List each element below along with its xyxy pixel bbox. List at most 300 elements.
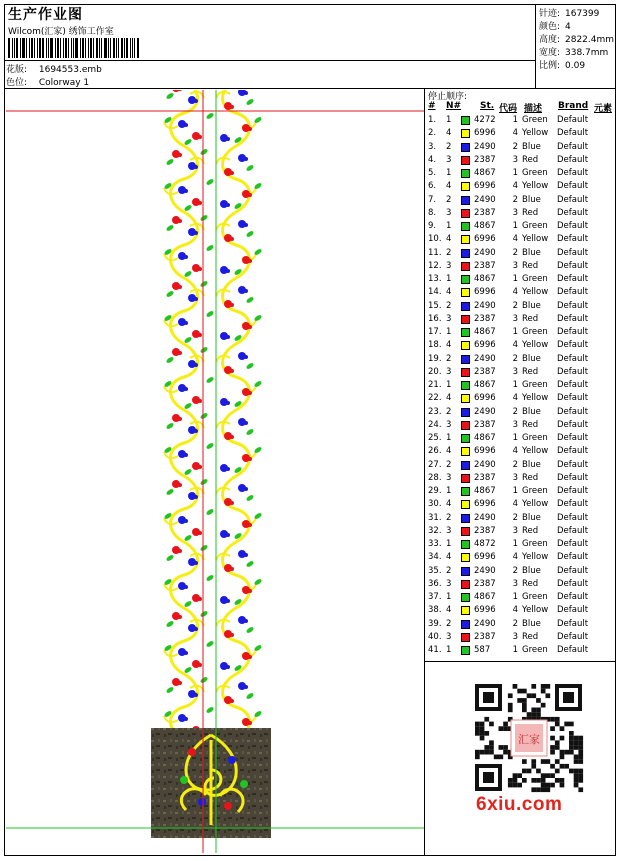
row-needle: 2 bbox=[446, 247, 452, 258]
flower-petal bbox=[226, 665, 230, 669]
row-stitches: 6996 bbox=[474, 234, 496, 245]
row-desc: Red bbox=[522, 631, 539, 642]
flower-petal bbox=[244, 355, 248, 359]
row-num: 4. bbox=[428, 154, 437, 165]
row-brand: Default bbox=[557, 327, 589, 337]
row-stitches: 6996 bbox=[474, 287, 496, 298]
flower-petal bbox=[230, 633, 234, 637]
colorway-label: 色位: bbox=[6, 78, 28, 88]
color-swatch bbox=[461, 275, 470, 284]
flower-petal bbox=[230, 501, 234, 505]
base-flower bbox=[198, 798, 206, 806]
row-code: 3 bbox=[512, 525, 518, 536]
row-desc: Yellow bbox=[522, 393, 549, 404]
row-num: 10. bbox=[428, 234, 442, 245]
row-brand: Default bbox=[557, 486, 589, 496]
flower-petal bbox=[248, 193, 252, 197]
flower-petal bbox=[178, 285, 182, 289]
row-needle: 1 bbox=[446, 539, 452, 549]
flower-petal bbox=[178, 549, 182, 553]
row-desc: Yellow bbox=[522, 128, 549, 139]
row-code: 4 bbox=[512, 234, 518, 245]
flower-petal bbox=[244, 619, 248, 623]
row-needle: 1 bbox=[446, 433, 452, 443]
header-divider-bottom bbox=[4, 88, 616, 89]
row-code: 1 bbox=[512, 115, 518, 125]
row-desc: Red bbox=[522, 154, 539, 165]
table-row bbox=[426, 300, 616, 313]
row-num: 30. bbox=[428, 499, 442, 510]
color-swatch bbox=[461, 381, 470, 390]
row-stitches: 2387 bbox=[474, 472, 496, 483]
row-desc: Green bbox=[522, 539, 548, 549]
flower-petal bbox=[194, 429, 198, 433]
color-swatch bbox=[461, 514, 470, 523]
row-needle: 4 bbox=[446, 234, 452, 245]
row-brand: Default bbox=[557, 181, 589, 192]
leaf bbox=[165, 554, 174, 562]
flower-petal bbox=[194, 495, 198, 499]
row-num: 1. bbox=[428, 115, 437, 125]
row-needle: 4 bbox=[446, 446, 452, 457]
stat-stitches bbox=[539, 6, 599, 19]
row-desc: Green bbox=[522, 221, 548, 231]
row-stitches: 4867 bbox=[474, 486, 496, 496]
color-swatch bbox=[461, 540, 470, 549]
flower-petal bbox=[198, 597, 202, 601]
flower-petal bbox=[184, 585, 188, 589]
table-row bbox=[426, 379, 616, 392]
row-code: 1 bbox=[512, 327, 518, 337]
row-brand: Default bbox=[557, 552, 589, 563]
flower-petal bbox=[244, 157, 248, 161]
flower-petal bbox=[198, 465, 202, 469]
row-code: 3 bbox=[512, 366, 518, 377]
row-num: 12. bbox=[428, 260, 442, 271]
row-num: 11. bbox=[428, 247, 442, 258]
header-divider-mid bbox=[4, 60, 535, 61]
table-row bbox=[426, 644, 616, 657]
row-brand: Default bbox=[557, 459, 589, 470]
row-needle: 4 bbox=[446, 128, 452, 139]
flower-petal bbox=[198, 201, 202, 205]
flower-petal bbox=[244, 487, 248, 491]
leaf bbox=[245, 560, 254, 568]
leaf bbox=[205, 508, 214, 516]
stat-value: 0.09 bbox=[565, 61, 586, 71]
flower-petal bbox=[178, 417, 182, 421]
row-brand: Default bbox=[557, 592, 589, 602]
flower-petal bbox=[178, 681, 182, 685]
table-row bbox=[426, 538, 616, 551]
row-needle: 3 bbox=[446, 419, 452, 430]
row-needle: 3 bbox=[446, 154, 452, 165]
row-desc: Red bbox=[522, 578, 539, 589]
row-code: 3 bbox=[512, 419, 518, 430]
row-code: 2 bbox=[512, 565, 518, 576]
qr-panel bbox=[426, 662, 616, 856]
col-needle: N# bbox=[446, 101, 462, 111]
row-stitches: 4272 bbox=[474, 115, 496, 125]
row-desc: Green bbox=[522, 327, 548, 337]
row-code: 1 bbox=[512, 645, 518, 655]
row-code: 2 bbox=[512, 459, 518, 470]
row-stitches: 4867 bbox=[474, 592, 496, 602]
leaf bbox=[245, 98, 254, 106]
table-row bbox=[426, 551, 616, 564]
flower-petal bbox=[178, 615, 182, 619]
flower-petal bbox=[230, 567, 234, 571]
row-stitches: 2490 bbox=[474, 459, 496, 470]
color-swatch bbox=[461, 288, 470, 297]
row-stitches: 2387 bbox=[474, 525, 496, 536]
color-swatch bbox=[461, 341, 470, 350]
color-swatch bbox=[461, 129, 470, 138]
table-row bbox=[426, 366, 616, 379]
row-code: 3 bbox=[512, 578, 518, 589]
leaf bbox=[205, 376, 214, 384]
page-title: 生产作业图 bbox=[8, 7, 83, 23]
row-stitches: 4867 bbox=[474, 327, 496, 337]
row-code: 1 bbox=[512, 168, 518, 178]
row-brand: Default bbox=[557, 631, 589, 642]
flower-petal bbox=[244, 685, 248, 689]
color-swatch bbox=[461, 143, 470, 152]
stat-height bbox=[539, 32, 614, 45]
row-stitches: 6996 bbox=[474, 340, 496, 351]
row-code: 1 bbox=[512, 433, 518, 443]
row-num: 16. bbox=[428, 313, 442, 324]
color-swatch bbox=[461, 646, 470, 655]
flower-petal bbox=[248, 457, 252, 461]
table-row bbox=[426, 485, 616, 498]
row-desc: Yellow bbox=[522, 234, 549, 245]
table-row bbox=[426, 353, 616, 366]
stat-value: 2822.4mm bbox=[565, 35, 615, 45]
flower-petal bbox=[194, 231, 198, 235]
row-brand: Default bbox=[557, 525, 589, 536]
pattern-value: 1694553.emb bbox=[38, 65, 102, 75]
table-row bbox=[426, 207, 616, 220]
table-row bbox=[426, 247, 616, 260]
row-needle: 4 bbox=[446, 340, 452, 351]
flower-petal bbox=[194, 693, 198, 697]
leaf bbox=[245, 296, 254, 304]
color-swatch bbox=[461, 355, 470, 364]
table-row bbox=[426, 406, 616, 419]
col-stitches: St. bbox=[480, 101, 495, 111]
row-brand: Default bbox=[557, 115, 589, 125]
row-brand: Default bbox=[557, 154, 589, 165]
color-swatch bbox=[461, 249, 470, 258]
row-num: 22. bbox=[428, 393, 442, 404]
row-needle: 3 bbox=[446, 631, 452, 642]
row-num: 23. bbox=[428, 406, 442, 417]
table-row bbox=[426, 326, 616, 339]
row-stitches: 2387 bbox=[474, 578, 496, 589]
leaf bbox=[245, 428, 254, 436]
flower-petal bbox=[248, 721, 252, 725]
row-stitches: 6996 bbox=[474, 393, 496, 404]
leaf bbox=[245, 230, 254, 238]
flower-petal bbox=[226, 401, 230, 405]
row-code: 2 bbox=[512, 618, 518, 629]
color-swatch bbox=[461, 302, 470, 311]
table-row bbox=[426, 512, 616, 525]
leaf bbox=[199, 544, 208, 552]
row-needle: 2 bbox=[446, 194, 452, 205]
row-stitches: 6996 bbox=[474, 552, 496, 563]
flower-petal bbox=[248, 589, 252, 593]
flower-petal bbox=[194, 99, 198, 103]
design-preview[interactable] bbox=[6, 90, 424, 853]
row-stitches: 2490 bbox=[474, 512, 496, 523]
color-swatch bbox=[461, 593, 470, 602]
row-desc: Yellow bbox=[522, 446, 549, 457]
leaf bbox=[199, 676, 208, 684]
row-code: 4 bbox=[512, 393, 518, 404]
row-num: 8. bbox=[428, 207, 437, 218]
col-num: # bbox=[428, 101, 436, 111]
table-row bbox=[426, 472, 616, 485]
table-row bbox=[426, 339, 616, 352]
row-num: 7. bbox=[428, 194, 437, 205]
row-brand: Default bbox=[557, 618, 589, 629]
row-brand: Default bbox=[557, 499, 589, 510]
table-row bbox=[426, 419, 616, 432]
row-num: 38. bbox=[428, 605, 442, 616]
color-swatch bbox=[461, 156, 470, 165]
row-needle: 1 bbox=[446, 221, 452, 231]
table-row bbox=[426, 180, 616, 193]
row-brand: Default bbox=[557, 512, 589, 523]
table-row bbox=[426, 498, 616, 511]
row-code: 4 bbox=[512, 340, 518, 351]
flower-petal bbox=[198, 531, 202, 535]
row-num: 5. bbox=[428, 168, 437, 178]
row-code: 2 bbox=[512, 141, 518, 152]
row-needle: 1 bbox=[446, 592, 452, 602]
row-desc: Blue bbox=[522, 141, 541, 152]
row-num: 25. bbox=[428, 433, 442, 443]
row-needle: 2 bbox=[446, 406, 452, 417]
row-brand: Default bbox=[557, 380, 589, 390]
row-brand: Default bbox=[557, 287, 589, 298]
row-num: 31. bbox=[428, 512, 442, 523]
stat-label: 比例: bbox=[539, 61, 561, 71]
leaf bbox=[199, 280, 208, 288]
row-num: 34. bbox=[428, 552, 442, 563]
row-code: 4 bbox=[512, 181, 518, 192]
row-code: 1 bbox=[512, 592, 518, 602]
barcode bbox=[8, 38, 140, 58]
table-row bbox=[426, 565, 616, 578]
flower-petal bbox=[194, 363, 198, 367]
leaf bbox=[205, 640, 214, 648]
row-needle: 1 bbox=[446, 168, 452, 178]
flower-petal bbox=[230, 237, 234, 241]
stat-width bbox=[539, 45, 608, 58]
flower-petal bbox=[248, 325, 252, 329]
leaf bbox=[165, 224, 174, 232]
row-needle: 2 bbox=[446, 565, 452, 576]
row-needle: 4 bbox=[446, 605, 452, 616]
row-desc: Red bbox=[522, 313, 539, 324]
flower-petal bbox=[230, 105, 234, 109]
row-brand: Default bbox=[557, 406, 589, 417]
flower-petal bbox=[184, 717, 188, 721]
row-desc: Yellow bbox=[522, 340, 549, 351]
stat-label: 高度: bbox=[539, 35, 561, 45]
row-desc: Green bbox=[522, 274, 548, 284]
stat-scale bbox=[539, 58, 585, 71]
col-element: 元素 bbox=[594, 104, 613, 114]
row-brand: Default bbox=[557, 247, 589, 258]
table-row bbox=[426, 432, 616, 445]
flower-petal bbox=[230, 699, 234, 703]
base-flower bbox=[180, 776, 188, 784]
color-swatch bbox=[461, 408, 470, 417]
row-num: 27. bbox=[428, 459, 442, 470]
row-code: 1 bbox=[512, 274, 518, 284]
leaf bbox=[165, 290, 174, 298]
col-desc: 描述 bbox=[524, 104, 543, 114]
row-num: 29. bbox=[428, 486, 442, 496]
row-needle: 3 bbox=[446, 366, 452, 377]
color-swatch bbox=[461, 620, 470, 629]
company-name: Wilcom(汇家) 绣饰工作室 bbox=[8, 27, 114, 37]
row-num: 21. bbox=[428, 380, 442, 390]
col-brand: Brand bbox=[558, 101, 589, 111]
header-divider-vertical bbox=[535, 4, 536, 88]
row-brand: Default bbox=[557, 194, 589, 205]
row-num: 2. bbox=[428, 128, 437, 139]
row-code: 3 bbox=[512, 313, 518, 324]
row-stitches: 2387 bbox=[474, 154, 496, 165]
row-stitches: 2490 bbox=[474, 141, 496, 152]
row-code: 2 bbox=[512, 247, 518, 258]
row-stitches: 2387 bbox=[474, 366, 496, 377]
leaf bbox=[205, 310, 214, 318]
row-stitches: 6996 bbox=[474, 128, 496, 139]
row-num: 32. bbox=[428, 525, 442, 536]
table-row bbox=[426, 220, 616, 233]
row-desc: Yellow bbox=[522, 181, 549, 192]
table-row bbox=[426, 233, 616, 246]
row-needle: 3 bbox=[446, 207, 452, 218]
row-code: 3 bbox=[512, 207, 518, 218]
color-swatch bbox=[461, 182, 470, 191]
pattern-label: 花版: bbox=[6, 65, 28, 75]
flower-petal bbox=[184, 453, 188, 457]
row-code: 4 bbox=[512, 128, 518, 139]
row-num: 26. bbox=[428, 446, 442, 457]
flower-petal bbox=[198, 333, 202, 337]
color-swatch bbox=[461, 315, 470, 324]
row-needle: 4 bbox=[446, 552, 452, 563]
color-swatch bbox=[461, 434, 470, 443]
row-num: 19. bbox=[428, 353, 442, 364]
row-desc: Blue bbox=[522, 565, 541, 576]
table-row bbox=[426, 459, 616, 472]
row-brand: Default bbox=[557, 313, 589, 324]
flower-petal bbox=[244, 223, 248, 227]
row-needle: 3 bbox=[446, 260, 452, 271]
row-code: 4 bbox=[512, 499, 518, 510]
leaf bbox=[199, 412, 208, 420]
table-row bbox=[426, 445, 616, 458]
row-stitches: 4867 bbox=[474, 168, 496, 178]
stop-sequence-title: 停止顺序: bbox=[428, 92, 468, 102]
color-swatch bbox=[461, 487, 470, 496]
flower-petal bbox=[178, 483, 182, 487]
row-desc: Red bbox=[522, 366, 539, 377]
leaf bbox=[199, 214, 208, 222]
row-desc: Green bbox=[522, 486, 548, 496]
flower-petal bbox=[194, 165, 198, 169]
leaf bbox=[205, 442, 214, 450]
flower-petal bbox=[178, 153, 182, 157]
table-header bbox=[426, 101, 616, 113]
row-num: 18. bbox=[428, 340, 442, 351]
row-desc: Red bbox=[522, 260, 539, 271]
leaf bbox=[165, 422, 174, 430]
flower-petal bbox=[178, 351, 182, 355]
leaf bbox=[245, 626, 254, 634]
seal-text: 汇家 bbox=[518, 733, 540, 746]
row-stitches: 2490 bbox=[474, 300, 496, 311]
row-stitches: 2387 bbox=[474, 419, 496, 430]
color-swatch bbox=[461, 447, 470, 456]
row-brand: Default bbox=[557, 168, 589, 178]
row-desc: Blue bbox=[522, 353, 541, 364]
flower-petal bbox=[184, 189, 188, 193]
leaf bbox=[205, 178, 214, 186]
table-row bbox=[426, 591, 616, 604]
color-swatch bbox=[461, 394, 470, 403]
row-brand: Default bbox=[557, 221, 589, 231]
flower-petal bbox=[248, 655, 252, 659]
row-stitches: 2490 bbox=[474, 565, 496, 576]
row-num: 40. bbox=[428, 631, 442, 642]
color-swatch bbox=[461, 262, 470, 271]
row-code: 2 bbox=[512, 512, 518, 523]
row-needle: 3 bbox=[446, 472, 452, 483]
color-swatch bbox=[461, 368, 470, 377]
color-swatch bbox=[461, 421, 470, 430]
color-swatch bbox=[461, 580, 470, 589]
leaf bbox=[165, 620, 174, 628]
flower-petal bbox=[184, 387, 188, 391]
flower-petal bbox=[244, 553, 248, 557]
row-needle: 1 bbox=[446, 380, 452, 390]
stat-value: 338.7mm bbox=[565, 48, 609, 58]
row-brand: Default bbox=[557, 260, 589, 271]
row-brand: Default bbox=[557, 128, 589, 139]
row-code: 1 bbox=[512, 221, 518, 231]
table-row bbox=[426, 260, 616, 273]
row-stitches: 4872 bbox=[474, 539, 496, 549]
row-code: 3 bbox=[512, 631, 518, 642]
row-stitches: 2387 bbox=[474, 631, 496, 642]
stat-label: 颜色: bbox=[539, 22, 561, 32]
flower-petal bbox=[184, 123, 188, 127]
flower-petal bbox=[226, 533, 230, 537]
row-code: 1 bbox=[512, 539, 518, 549]
row-needle: 2 bbox=[446, 459, 452, 470]
row-num: 24. bbox=[428, 419, 442, 430]
base-flower bbox=[240, 780, 248, 788]
